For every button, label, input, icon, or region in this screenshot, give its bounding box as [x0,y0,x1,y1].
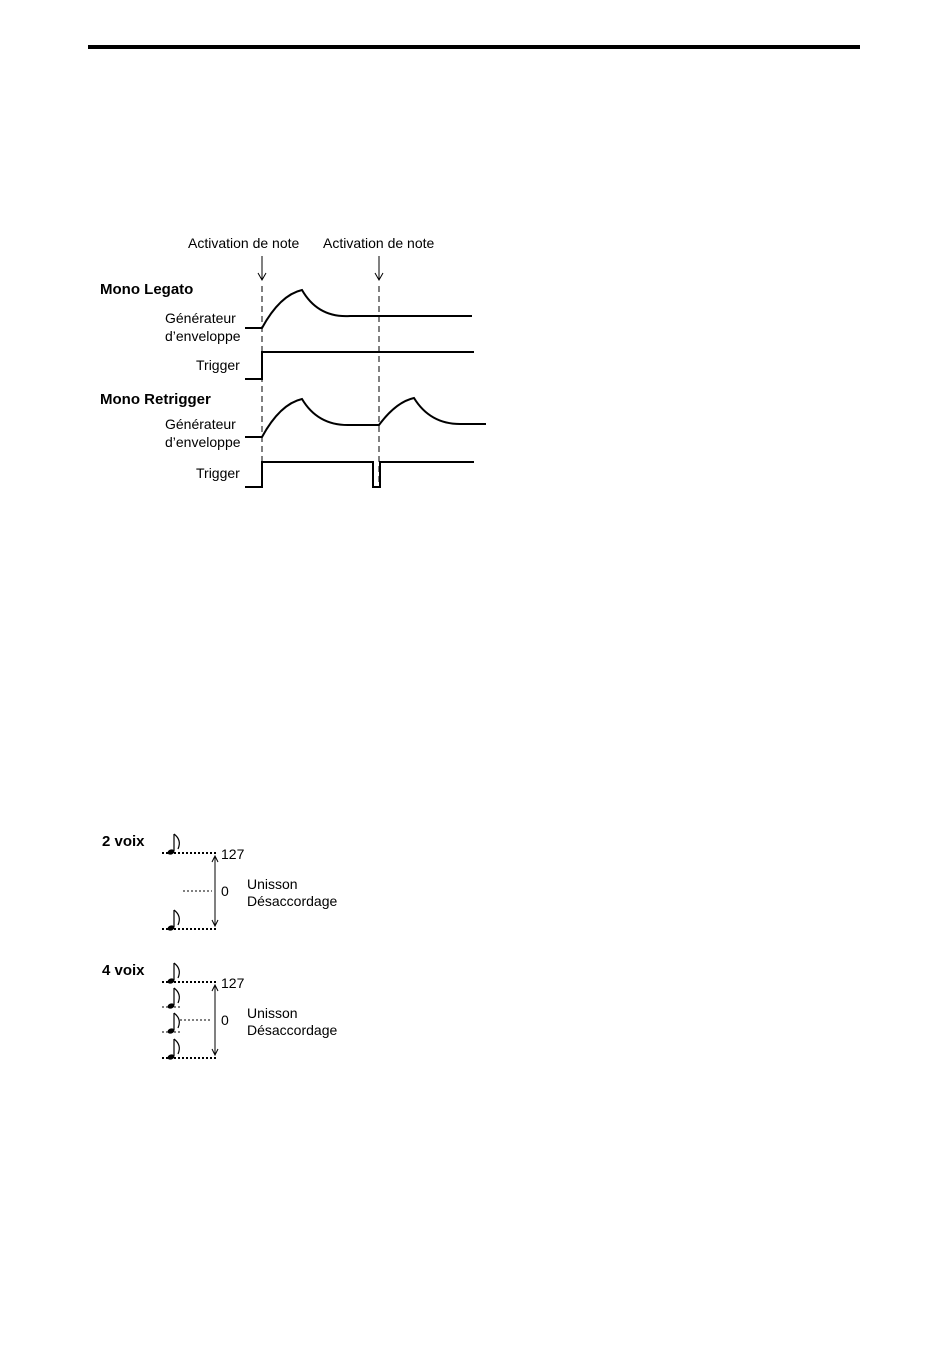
two-voices-max-value: 127 [221,846,245,862]
two-voices-zero-value: 0 [221,883,229,899]
two-voices-title: 2 voix [102,833,145,850]
eighth-note-icon [167,1039,179,1061]
eighth-note-icon [167,834,179,856]
two-voices-param-label-2: Désaccordage [247,893,338,909]
mono-legato-trigger-signal [245,352,474,379]
eighth-note-icon [167,910,179,932]
mono-retrigger-trigger-signal [245,462,474,487]
mono-legato-envelope-curve [245,290,472,328]
timing-diagram [100,235,486,488]
eighth-note-icon [167,988,179,1010]
four-voices-param-label-2: Désaccordage [247,1022,338,1038]
four-voices-zero-value: 0 [221,1012,229,1028]
mono-legato-title: Mono Legato [100,281,194,298]
note-on-label-2: Activation de note [323,235,435,251]
mono-retrigger-envelope-curve [245,398,486,437]
mono-legato-trigger-label: Trigger [196,357,240,373]
four-voices-title: 4 voix [102,962,145,979]
mono-retrigger-trigger-label: Trigger [196,465,240,481]
mono-retrigger-title: Mono Retrigger [100,391,211,408]
mono-legato-eg-label-2: d’enveloppe [165,328,241,344]
unison-two-voices [102,833,337,932]
two-voices-param-label-1: Unisson [247,876,298,892]
note-on-label-1: Activation de note [188,235,300,251]
four-voices-param-label-1: Unisson [247,1005,298,1021]
mono-retrigger-eg-label-1: Générateur [165,416,236,432]
unison-four-voices [102,962,337,1061]
eighth-note-icon [167,963,179,985]
mono-retrigger-eg-label-2: d’enveloppe [165,434,241,450]
mono-legato-eg-label-1: Générateur [165,310,236,326]
four-voices-max-value: 127 [221,975,245,991]
eighth-note-icon [167,1013,179,1035]
header-rule [88,45,860,49]
